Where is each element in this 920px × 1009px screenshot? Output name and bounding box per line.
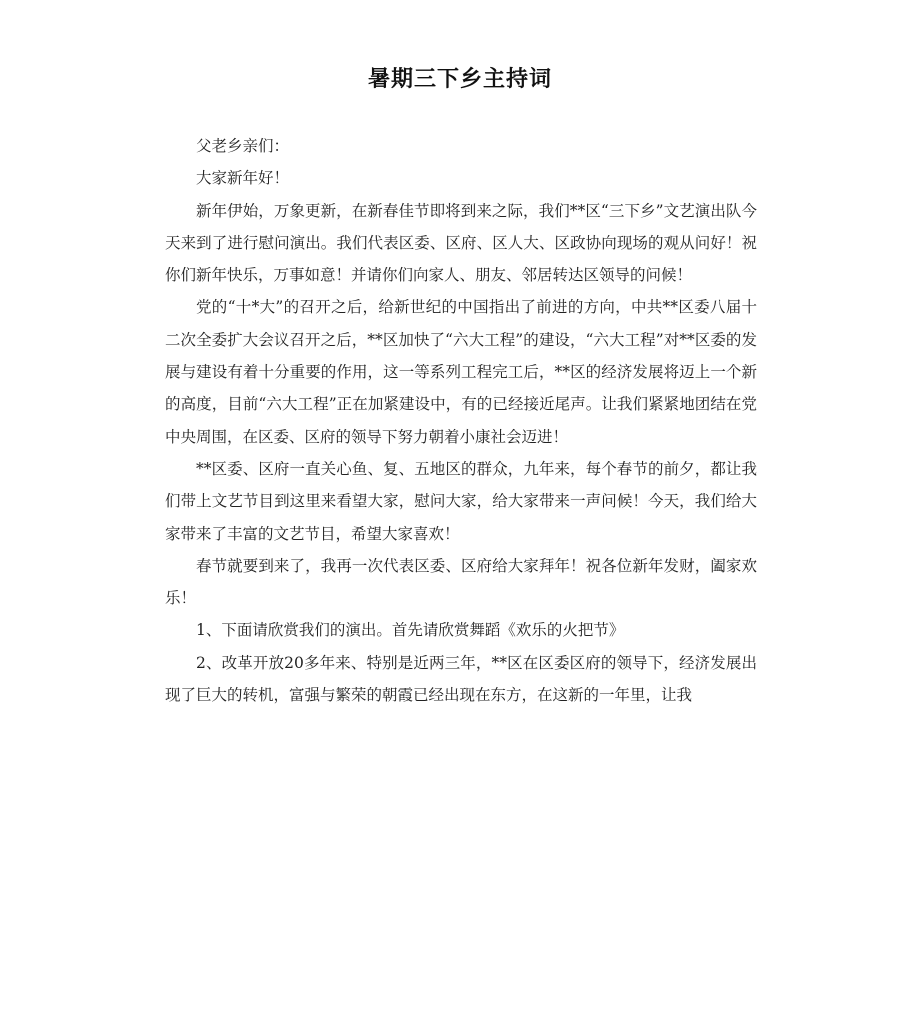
document-body (165, 130, 757, 711)
paragraph: 春节就要到来了，我再一次代表区委、区府给大家拜年！祝各位新年发财，阖家欢乐！ (165, 556, 757, 608)
paragraph: **区委、区府一直关心鱼、复、五地区的群众，九年来，每个春节的前夕，都让我们带上文艺节目到这里来看望大家，慰问大家，给大家带来一声问候！今天，我们给大家带来了丰富的文艺节目，希望大家喜欢！ (165, 459, 757, 543)
document-title: 暑期三下乡主持词 (367, 67, 552, 92)
paragraph: 1、下面请欣赏我们的演出。首先请欣赏舞蹈《欢乐的火把节》 (196, 621, 625, 640)
paragraph: 新年伊始，万象更新，在新春佳节即将到来之际，我们**区“三下乡”文艺演出队今天来到了进行慰问演出。我们代表区委、区府、区人大、区政协向现场的观从问好！祝你们新年快乐，万事如意！并请你们向家人、朋友、邻居转达区领导的问候！ (165, 201, 757, 285)
paragraph: 党的“十*大”的召开之后，给新世纪的中国指出了前进的方向，中共**区委八届十二次全委扩大会议召开之后，**区加快了“六大工程”的建设，“六大工程”对**区委的发展与建设有着十分重要的作用，这一等系列工程完工后，**区的经济发展将迈上一个新的高度，目前“六大工程”正在加紧建设中，有的已经接近尾声。让我们紧紧地团结在党中央周围，在区委、区府的领导下努力朝着小康社会迈进！ (165, 298, 757, 446)
paragraph-greeting: 大家新年好！ (196, 169, 290, 188)
paragraph: 2、改革开放20多年来、特别是近两三年，**区在区委区府的领导下，经济发展出现了巨大的转机，富强与繁荣的朝霞已经出现在东方，在这新的一年里，让我 (165, 653, 757, 705)
paragraph-salutation: 父老乡亲们： (196, 137, 290, 155)
